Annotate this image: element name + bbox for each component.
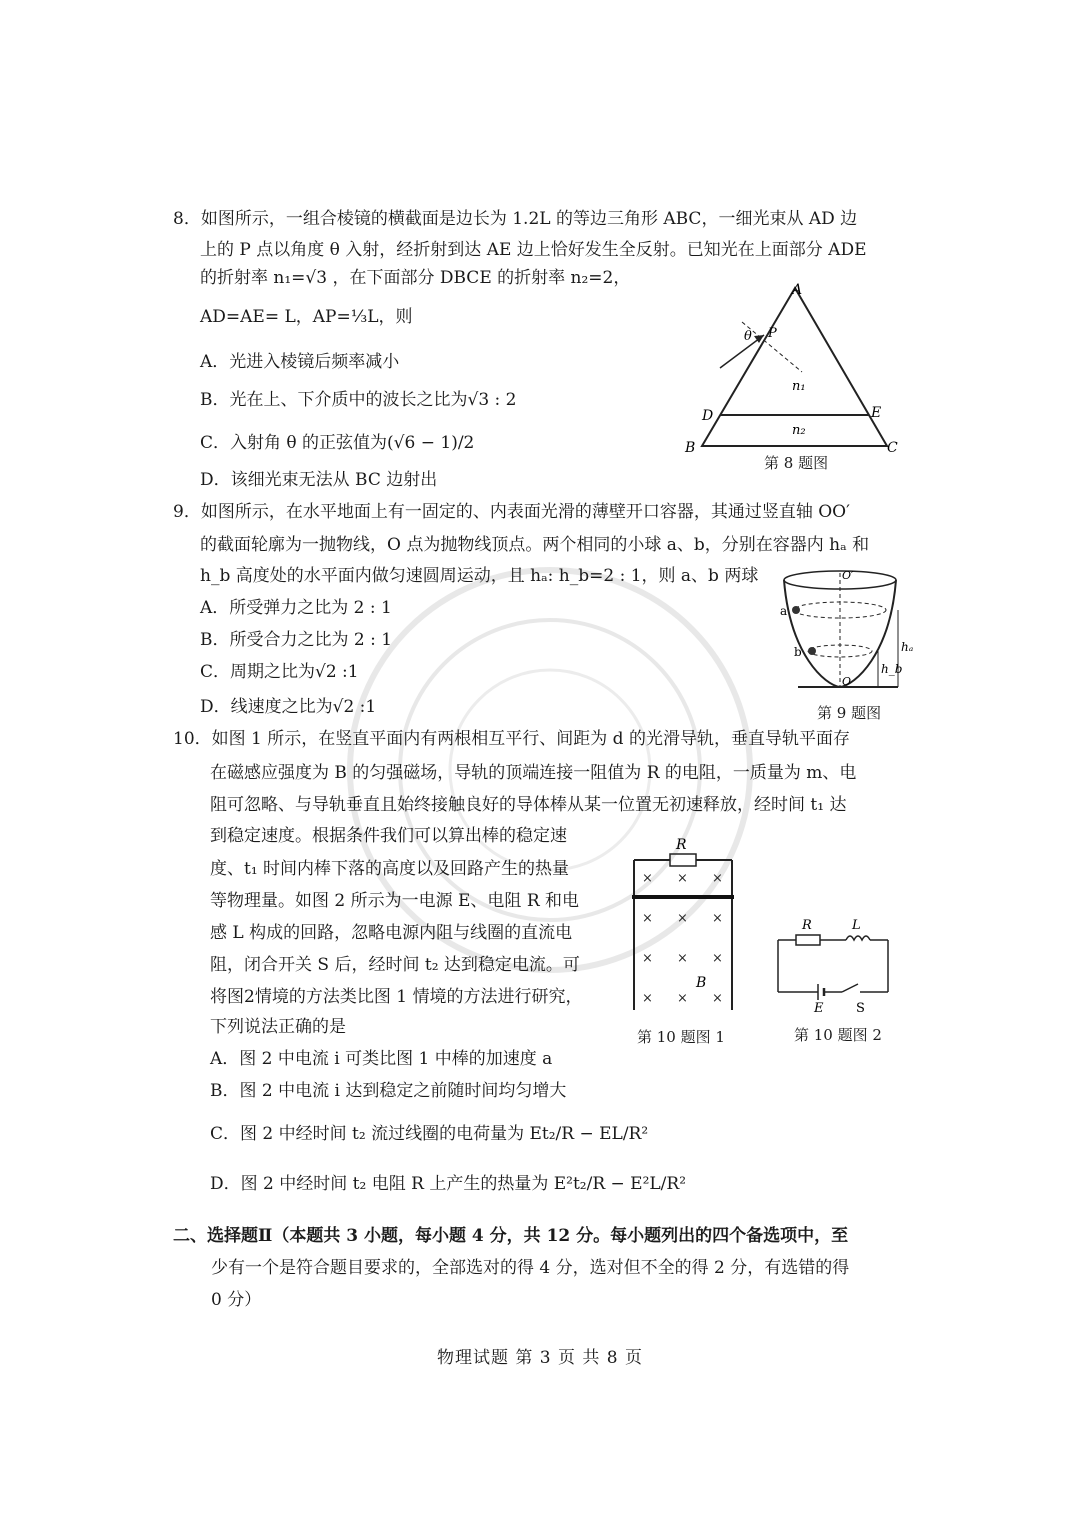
- q10-line-2: 在磁感应强度为 B 的匀强磁场，导轨的顶端连接一阻值为 R 的电阻，一质量为 m、电: [210, 763, 857, 783]
- label-d: D: [702, 408, 714, 424]
- q10-line-6: 等物理量。如图 2 所示为一电源 E、电阻 R 和电: [210, 891, 580, 911]
- label-ball-b: b: [794, 645, 802, 659]
- section-2-line-2: 少有一个是符合题目要求的，全部选对的得 4 分，选对但不全的得 2 分，有选错的得: [211, 1258, 850, 1278]
- q9-option-d: D．线速度之比为√2 :1: [200, 697, 377, 717]
- svg-text:×: ×: [642, 911, 653, 926]
- label-n1: n₁: [792, 379, 806, 394]
- page-footer: 物理试题 第 3 页 共 8 页: [436, 1348, 644, 1368]
- label-o: O: [842, 675, 852, 688]
- q10-figure2-caption: 第 10 题图 2: [794, 1026, 882, 1044]
- q10-option-c: C．图 2 中经时间 t₂ 流过线圈的电荷量为 Et₂/R − EL/R²: [210, 1124, 649, 1144]
- q9-option-c: C．周期之比为√2 :1: [200, 662, 359, 682]
- q8-option-a: A．光进入棱镜后频率减小: [200, 352, 400, 372]
- label-ha: hₐ: [901, 640, 914, 654]
- q10-line-1: 10．如图 1 所示，在竖直平面内有两根相互平行、间距为 d 的光滑导轨，垂直导轨平面存: [173, 729, 850, 749]
- q8-option-b: B．光在上、下介质中的波长之比为√3 : 2: [200, 390, 517, 410]
- q10-option-b: B．图 2 中电流 i 达到稳定之前随时间均匀增大: [210, 1081, 567, 1101]
- q10-line-9: 将图2情境的方法类比图 1 情境的方法进行研究，: [210, 987, 583, 1007]
- label-b: B: [685, 440, 696, 456]
- q8-line-3: 的折射率 n₁=√3 ，在下面部分 DBCE 的折射率 n₂=2，: [200, 268, 631, 288]
- q10-figure1-caption: 第 10 题图 1: [637, 1028, 725, 1046]
- svg-text:×: ×: [677, 911, 688, 926]
- svg-text:×: ×: [642, 871, 653, 886]
- svg-text:×: ×: [712, 951, 723, 966]
- q8-option-c: C．入射角 θ 的正弦值为(√6 − 1)/2: [200, 433, 475, 453]
- label-b-field: B: [696, 975, 707, 991]
- q10-line-7: 感 L 构成的回路，忽略电源内阻与线圈的直流电: [210, 923, 573, 943]
- svg-text:×: ×: [677, 991, 688, 1006]
- q8-option-d: D．该细光束无法从 BC 边射出: [200, 470, 438, 490]
- label-r-fig2: R: [802, 918, 812, 933]
- section-2-line-3: 0 分）: [211, 1290, 262, 1310]
- q10-line-8: 阻，闭合开关 S 后，经时间 t₂ 达到稳定电流。可: [210, 955, 580, 975]
- label-theta: θ: [744, 329, 752, 344]
- svg-text:×: ×: [712, 911, 723, 926]
- q10-line-3: 阻可忽略、与导轨垂直且始终接触良好的导体棒从某一位置无初速释放，经时间 t₁ 达: [210, 795, 847, 815]
- label-o-prime: O′: [842, 569, 854, 582]
- section-2-line-1: 二、选择题Ⅱ（本题共 3 小题，每小题 4 分，共 12 分。每小题列出的四个备选项中，至: [173, 1226, 849, 1246]
- label-ball-a: a: [780, 604, 788, 618]
- svg-text:×: ×: [642, 951, 653, 966]
- q10-rails-figure: [620, 835, 750, 1015]
- q10-line-5: 度、t₁ 时间内棒下落的高度以及回路产生的热量: [210, 859, 570, 879]
- label-r-fig1: R: [676, 837, 687, 853]
- q9-line-1: 9．如图所示，在水平地面上有一固定的、内表面光滑的薄壁开口容器，其通过竖直轴 OO′: [173, 502, 850, 522]
- q9-container-figure: [770, 565, 920, 700]
- q9-line-2: 的截面轮廓为一抛物线，O 点为抛物线顶点。两个相同的小球 a、b，分别在容器内 hₐ 和: [200, 535, 870, 555]
- svg-text:×: ×: [677, 871, 688, 886]
- q10-option-d: D．图 2 中经时间 t₂ 电阻 R 上产生的热量为 E²t₂/R − E²L/R²: [210, 1174, 687, 1194]
- svg-text:×: ×: [712, 991, 723, 1006]
- q10-line-10: 下列说法正确的是: [210, 1017, 346, 1037]
- label-l: L: [852, 918, 861, 933]
- label-hb: h_b: [881, 662, 903, 676]
- svg-text:×: ×: [642, 991, 653, 1006]
- label-e-source: E: [814, 1001, 824, 1012]
- label-e: E: [871, 405, 882, 421]
- label-p: P: [768, 326, 777, 341]
- q9-line-3: h_b 高度处的水平面内做匀速圆周运动，且 hₐ: h_b=2 : 1，则 a、b 两球: [200, 566, 759, 586]
- q9-figure-caption: 第 9 题图: [817, 704, 882, 722]
- q9-option-b: B．所受合力之比为 2 : 1: [200, 630, 393, 650]
- q10-option-a: A．图 2 中电流 i 可类比图 1 中棒的加速度 a: [210, 1049, 553, 1069]
- svg-text:×: ×: [712, 871, 723, 886]
- q9-option-a: A．所受弹力之比为 2 : 1: [200, 598, 392, 618]
- svg-text:×: ×: [677, 951, 688, 966]
- q8-line-1: 8．如图所示，一组合棱镜的横截面是边长为 1.2L 的等边三角形 ABC，一细光束从 AD 边: [173, 209, 858, 229]
- label-c: C: [887, 440, 898, 456]
- q8-prism-figure: [680, 278, 910, 478]
- q8-figure-caption: 第 8 题图: [764, 454, 829, 472]
- q8-line-4: AD=AE= L，AP=⅓L，则: [200, 307, 413, 327]
- q10-circuit-figure: [770, 912, 900, 1012]
- label-a: A: [792, 282, 803, 298]
- label-s-switch: S: [856, 1001, 865, 1012]
- q8-line-2: 上的 P 点以角度 θ 入射，经折射到达 AE 边上恰好发生全反射。已知光在上面部分 ADE: [200, 240, 867, 260]
- q10-line-4: 到稳定速度。根据条件我们可以算出棒的稳定速: [210, 826, 567, 846]
- label-n2: n₂: [792, 423, 806, 438]
